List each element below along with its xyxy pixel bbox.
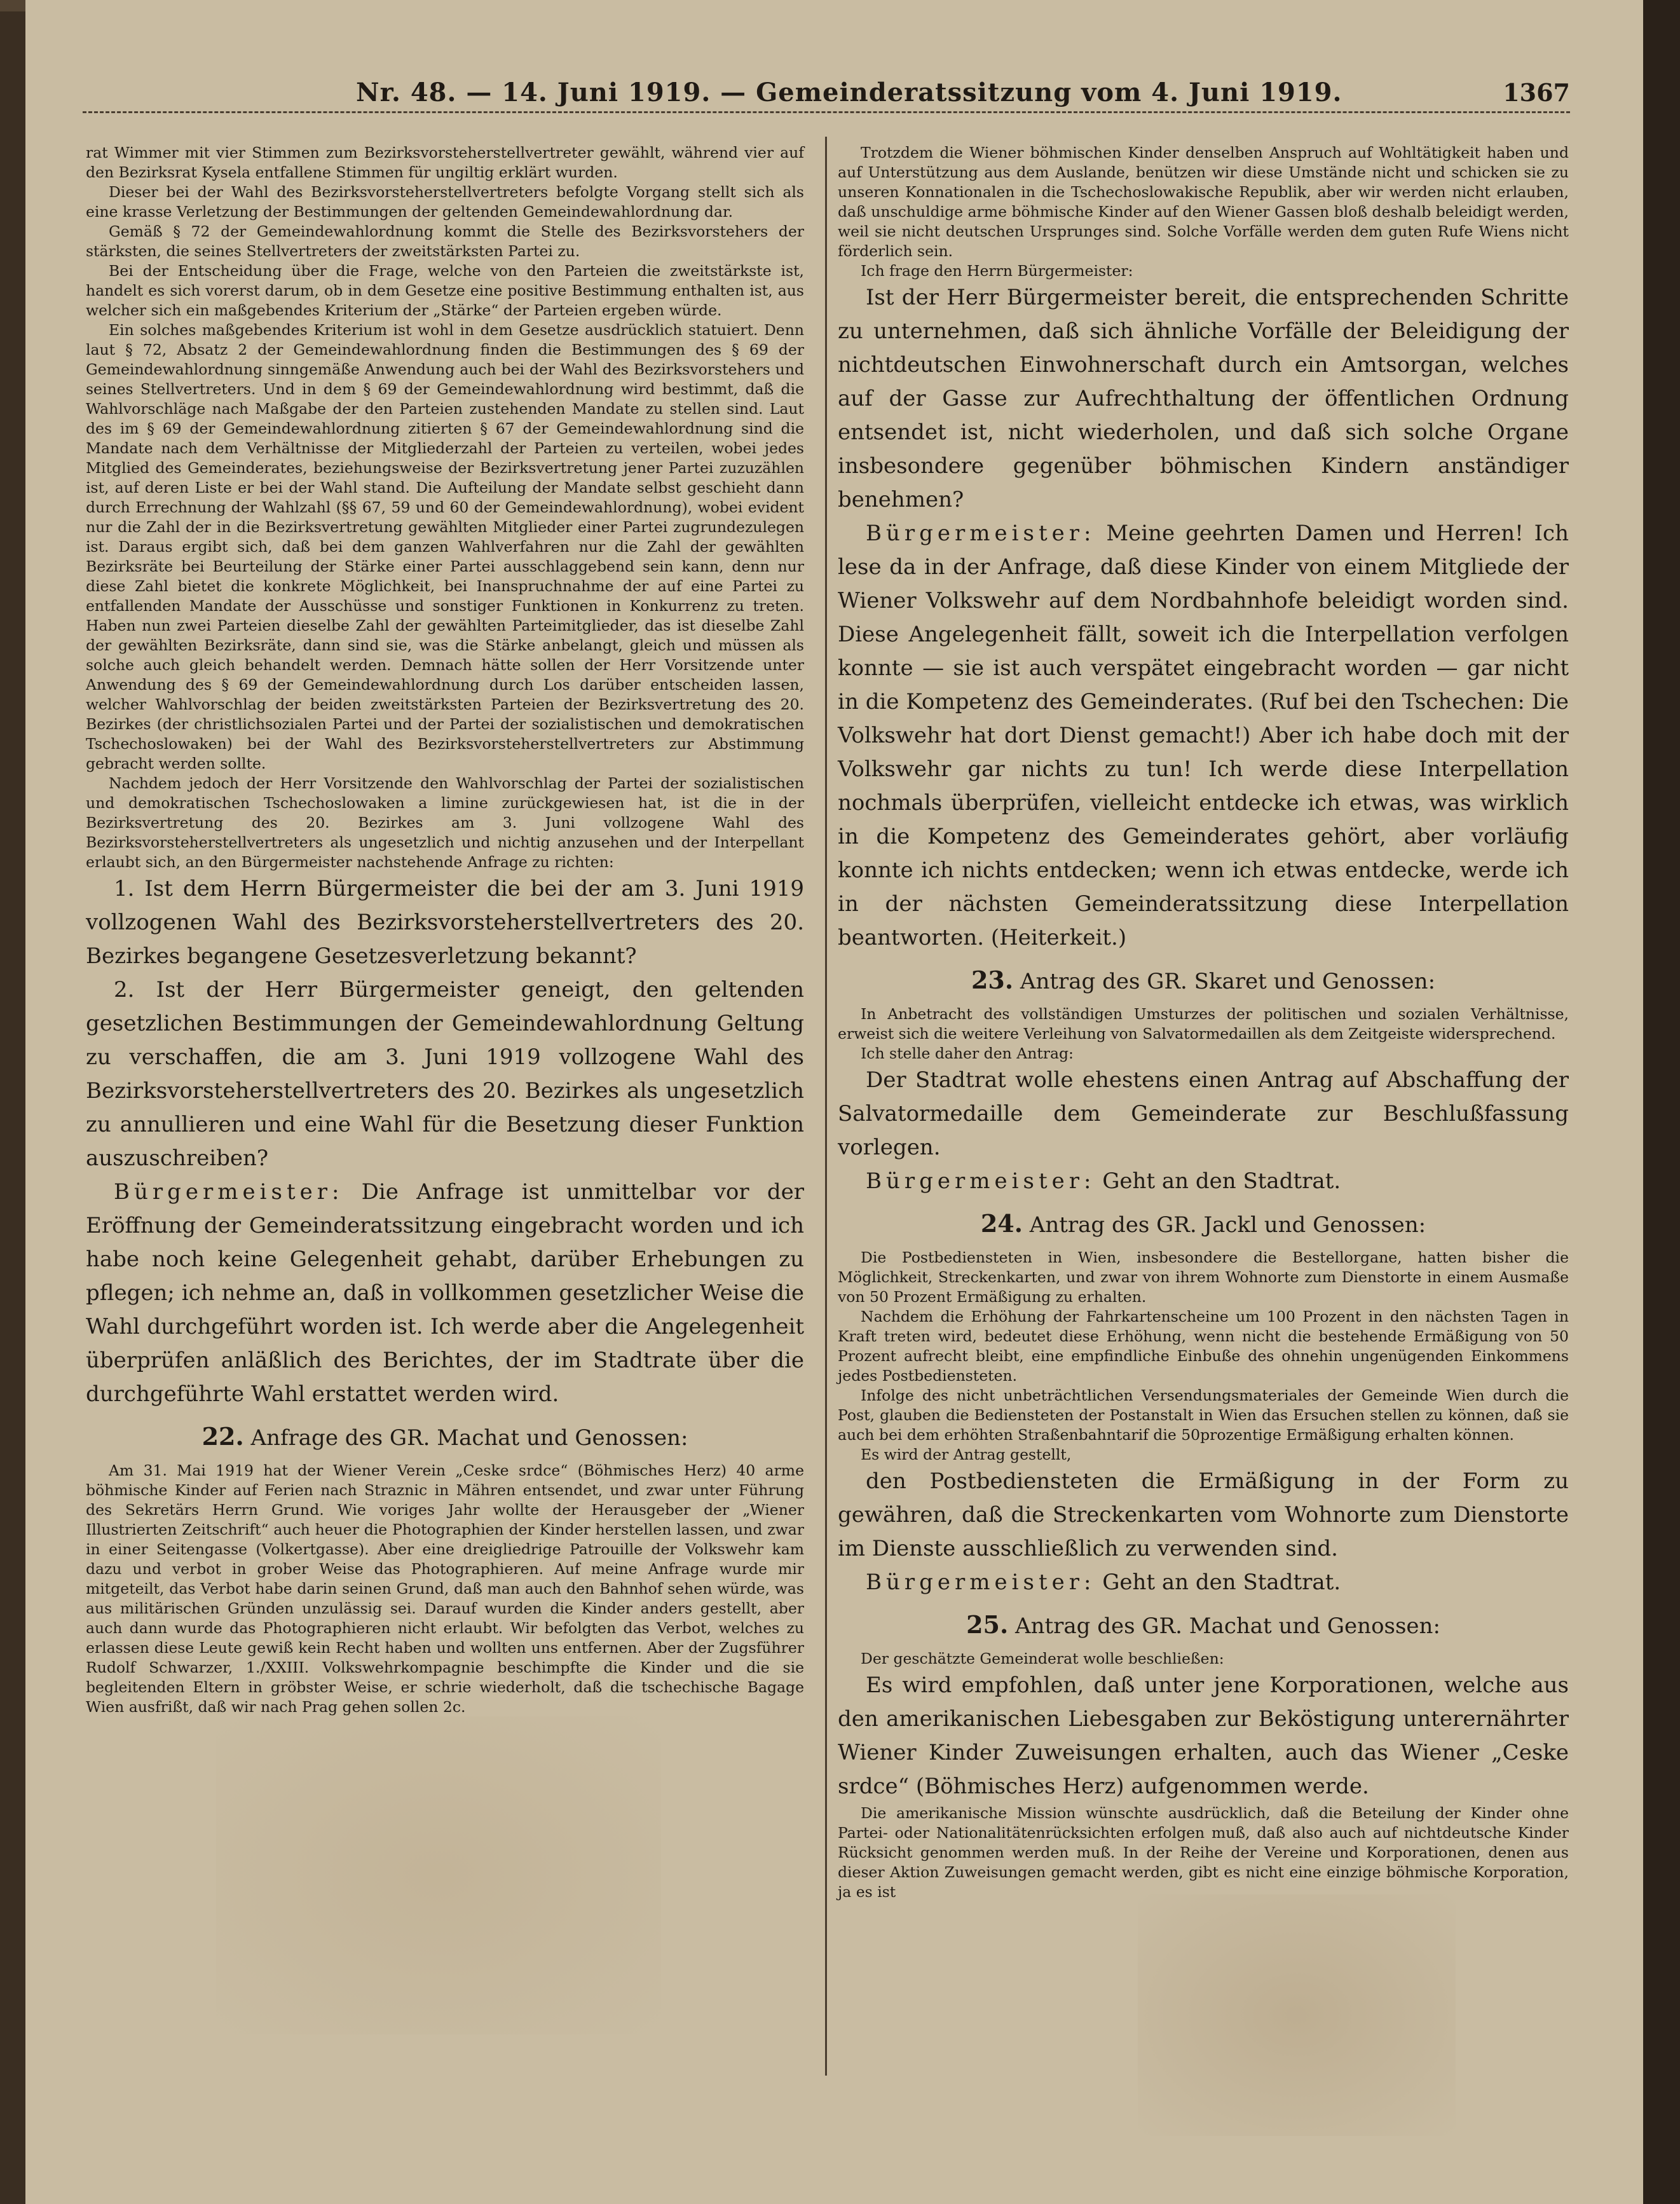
motion-paragraph: Es wird empfohlen, daß unter jene Korporationen, welche aus den amerikanischen Liebesgaben zur Beköstigung unterernährter Wiener Kinder Zuweisungen erhalten, auch das Wiener „Ceske srdce“ (Böhmisches Herz) aufgenommen werde. [838,1673,1569,1799]
section-number: 22. [201,1422,244,1451]
speaker-label: Bürgermeister: [866,521,1096,546]
speech-paragraph [838,517,1569,955]
page-number: 1367 [1503,78,1570,107]
body-paragraph: rat Wimmer mit vier Stimmen zum Bezirksvorsteherstellvertreter gewählt, während vier auf den Bezirksrat Kysela entfallene Stimmen für ungiltig erklärt wurden. [86,144,804,181]
body-paragraph: Gemäß § 72 der Gemeindewahlordnung kommt die Stelle des Bezirksvorstehers der stärksten, die seines Stellvertreters der zweitstärksten Partei zu. [86,222,804,260]
scan-right-edge [1643,0,1680,2204]
speech-text: Meine geehrten Damen und Herren! Ich lese da in der Anfrage, daß diese Kinder von einem Mitgliede der Wiener Volkswehr auf dem Nordbahnhofe beleidigt worden sind. Diese Angelegenheit fällt, soweit ich die Interpellation verfolgen konnte — sie ist auch verspätet eingebracht worden — gar nicht in die Kompetenz des Gemeinderates. (Ruf bei den Tschechen: Die Volkswehr hat dort Dienst gemacht!) Aber ich habe doch mit der Volkswehr gar nichts zu tun! Ich werde diese Interpellation nochmals überprüfen, vielleicht entdecke ich etwas, was wirklich in die Kompetenz des Gemeinderates gehört, aber vorläufig konnte ich nichts entdecken; wenn ich etwas entdecke, werde ich in der nächsten Gemeinderatssitzung diese Interpellation beantworten. (Heiterkeit.) [838,521,1569,950]
body-paragraph: Nachdem die Erhöhung der Fahrkartenscheine um 100 Prozent in den nächsten Tagen in Kraft treten wird, bedeutet diese Erhöhung, wenn nicht die bestehende Ermäßigung von 50 Prozent aufrecht bleibt, eine empfindliche Einbuße des ohnehin ungenügenden Einkommens jedes Postbediensteten. [838,1308,1569,1385]
paper-stain [1138,1894,1456,2136]
section-heading [838,964,1569,998]
body-paragraph: Der geschätzte Gemeinderat wolle beschließen: [861,1650,1224,1667]
speech-paragraph [86,1175,804,1411]
header-rule [83,111,1570,113]
body-paragraph: Ich frage den Herrn Bürgermeister: [861,262,1133,280]
body-paragraph: Nachdem jedoch der Herr Vorsitzende den Wahlvorschlag der Partei der sozialistischen und demokratischen Tschechoslowaken a limine zurückgewiesen hat, ist die in der Bezirksvertretung des 20. Bezirkes am 3. Juni vollzogene Wahl des Bezirksvorsteherstellvertreters als ungesetzlich und nichtig anzusehen und der Interpellant erlaubt sich, an den Bürgermeister nachstehende Anfrage zu richten: [86,774,804,871]
motion-paragraph: Der Stadtrat wolle ehestens einen Antrag auf Abschaffung der Salvatormedaille dem Gemeinderate zur Beschlußfassung vorlegen. [838,1067,1569,1160]
running-title: Nr. 48. — 14. Juni 1919. — Gemeinderatssitzung vom 4. Juni 1919. [356,77,1342,107]
body-paragraph: Bei der Entscheidung über die Frage, welche von den Parteien die zweitstärkste ist, handelt es sich vorerst darum, ob in dem Gesetze eine positive Bestimmung enthalten ist, aus welcher sich ein maßgebendes Kriterium der „Stärke“ der Parteien ergeben würde. [86,262,804,319]
body-paragraph: Infolge des nicht unbeträchtlichen Versendungsmateriales der Gemeinde Wien durch die Post, glauben die Bediensteten der Postanstalt in Wien das Ersuchen stellen zu können, daß sie auch bei dem erhöhten Straßenbahntarif die 50prozentige Ermäßigung erhalten können. [838,1386,1569,1444]
speaker-label: Bürgermeister: [866,1570,1096,1595]
speaker-label: Bürgermeister: [114,1179,344,1205]
body-paragraph: Es wird der Antrag gestellt, [861,1446,1072,1463]
section-number: 23. [971,966,1014,994]
section-heading [86,1420,804,1455]
motion-paragraph: 2. Ist der Herr Bürgermeister geneigt, den geltenden gesetzlichen Bestimmungen der Gemeindewahlordnung Geltung zu verschaffen, die am 3. Juni 1919 vollzogene Wahl des Bezirksvorsteherstellvertreters des 20. Bezirkes als ungesetzlich zu annullieren und eine Wahl für die Besetzung dieser Funktion auszuschreiben? [86,977,804,1171]
body-paragraph: In Anbetracht des vollständigen Umsturzes der politischen und sozialen Verhältnisse, erweist sich die weitere Verleihung von Salvatormedaillen als dem Zeitgeiste widersprechend. [838,1005,1569,1043]
paper-stain [216,1716,661,2034]
section-title: Antrag des GR. Machat und Genossen: [1008,1613,1440,1639]
body-paragraph: Trotzdem die Wiener böhmischen Kinder denselben Anspruch auf Wohltätigkeit haben und auf Unterstützung aus dem Auslande, benützen wir diese Umstände nicht und schicken sie zu unseren Konnationalen in die Tschechoslowakische Republik, aber wir werden nicht erlauben, daß unschuldige arme böhmische Kinder auf den Wiener Gassen bloß deshalb beleidigt werden, weil sie nicht deutschen Ursprunges sind. Solche Vorfälle werden dem guten Rufe Wiens nicht förderlich sein. [838,144,1569,260]
speech-text: Die Anfrage ist unmittelbar vor der Eröffnung der Gemeinderatssitzung eingebracht worden und ich habe noch keine Gelegenheit gehabt, darüber Erhebungen zu pflegen; ich nehme an, daß in vollkommen gesetzlicher Weise die Wahl durchgeführt worden ist. Ich werde aber die Angelegenheit überprüfen anläßlich des Berichtes, der im Stadtrate über die durchgeführte Wahl erstattet werden wird. [86,1179,804,1407]
section-heading [838,1608,1569,1643]
body-paragraph: Die Postbediensteten in Wien, insbesondere die Bestellorgane, hatten bisher die Möglichkeit, Streckenkarten, und zwar von ihrem Wohnorte zum Dienstorte in einem Ausmaße von 50 Prozent Ermäßigung zu erhalten. [838,1249,1569,1306]
right-column [838,143,1569,1902]
speech-text: Geht an den Stadtrat. [1095,1168,1341,1194]
section-number: 25. [966,1610,1009,1639]
section-title: Anfrage des GR. Machat und Genossen: [243,1425,688,1451]
motion-paragraph: den Postbediensteten die Ermäßigung in der Form zu gewähren, daß die Streckenkarten vom Wohnorte zum Dienstorte im Dienste ausschließlich zu verwenden sind. [838,1468,1569,1561]
section-title: Antrag des GR. Jackl und Genossen: [1022,1212,1426,1238]
body-paragraph: Ein solches maßgebendes Kriterium ist wohl in dem Gesetze ausdrücklich statuiert. Denn laut § 72, Absatz 2 der Gemeindewahlordnung finden die Bestimmungen des § 69 der Gemeindewahlordnung sinngemäße Anwendung auch bei der Wahl des Bezirksvorstehers und seines Stellvertreters. Und in dem § 69 der Gemeindewahlordnung wird bestimmt, daß die Wahlvorschläge nach Maßgabe der den Parteien zustehenden Mandate zu stellen sind. Laut des im § 69 der Gemeindewahlordnung zitierten § 67 der Gemeindewahlordnung sind die Mandate nach dem Verhältnisse der Mitgliederzahl der Parteien zu verteilen, wobei jedes Mitglied des Gemeinderates, beziehungsweise der Bezirksvertretung jener Partei zuzuzählen ist, auf deren Liste er bei der Wahl stand. Die Aufteilung der Mandate selbst geschieht dann durch Errechnung der Wahlzahl (§§ 67, 59 und 60 der Gemeindewahlordnung), wobei evident nur die Zahl der in die Bezirksvertretung gewählten Mitglieder einer Partei zugrundezulegen ist. Daraus ergibt sich, daß bei dem ganzen Wahlverfahren nur die Zahl der gewählten Bezirksräte bei Beurteilung der Stärke einer Partei ausschlaggebend sein kann, denn nur diese Zahl bietet die konkrete Möglichkeit, bei Inanspruchnahme der auf eine Partei zu entfallenden Mandate der Ausschüsse und sonstiger Funktionen in Konkurrenz zu treten. Haben nun zwei Parteien dieselbe Zahl der gewählten Parteimitglieder, das ist dieselbe Zahl der gewählten Bezirksräte, dann sind sie, was die Stärke anbelangt, gleich und müssen als solche auch gleich behandelt werden. Demnach hätte sollen der Herr Vorsitzende unter Anwendung des § 69 der Gemeindewahlordnung durch Los darüber entscheiden lassen, welcher Wahlvorschlag der beiden zweitstärksten Parteien der Bezirksvertretung des 20. Bezirkes (der christlichsozialen Partei und der Partei der sozialistischen und demokratischen Tschechoslowaken) bei der Wahl des Bezirksvorsteherstellvertreters zur Abstimmung gebracht werden sollte. [86,321,804,772]
left-column [86,143,804,1717]
motion-paragraph: 1. Ist dem Herrn Bürgermeister die bei der am 3. Juni 1919 vollzogenen Wahl des Bezirksvorsteherstellvertreters des 20. Bezirkes begangene Gesetzesverletzung bekannt? [86,876,804,969]
body-paragraph: Dieser bei der Wahl des Bezirksvorsteherstellvertreters befolgte Vorgang stellt sich als eine krasse Verletzung der Bestimmungen der geltenden Gemeindewahlordnung dar. [86,183,804,221]
body-paragraph: Die amerikanische Mission wünschte ausdrücklich, daß die Beteilung der Kinder ohne Partei- oder Nationalitätenrücksichten erfolgen muß, daß also auch auf nichtdeutsche Kinder Rücksicht genommen werden muß. In der Reihe der Vereine und Korporationen, denen aus dieser Aktion Zuweisungen gemacht werden, gibt es nicht eine einzige böhmische Korporation, ja es ist [838,1804,1569,1901]
body-paragraph: Ich stelle daher den Antrag: [861,1044,1074,1062]
column-divider [825,137,827,2076]
speech-text: Geht an den Stadtrat. [1095,1570,1341,1595]
speaker-label: Bürgermeister: [866,1168,1096,1194]
speech-paragraph [838,1165,1569,1198]
section-heading [838,1207,1569,1242]
section-number: 24. [980,1209,1023,1238]
motion-paragraph: Ist der Herr Bürgermeister bereit, die entsprechenden Schritte zu unternehmen, daß sich ähnliche Vorfälle der Beleidigung der nichtdeutschen Einwohnerschaft durch ein Amtsorgan, welches auf der Gasse zur Aufrechthaltung der öffentlichen Ordnung entsendet ist, nicht wiederholen, und daß sich solche Organe insbesondere gegenüber böhmischen Kindern anständiger benehmen? [838,285,1569,512]
body-paragraph: Am 31. Mai 1919 hat der Wiener Verein „Ceske srdce“ (Böhmisches Herz) 40 arme böhmische Kinder auf Ferien nach Straznic in Mähren entsendet, und zwar unter Führung des Sekretärs Herrn Grund. Wie voriges Jahr wollte der Herausgeber der „Wiener Illustrierten Zeitschrift“ auch heuer die Photographien der Kinder herstellen lassen, und zwar in einer Seitengasse (Volkertgasse). Aber eine dreigliedrige Patrouille der Volkswehr kam dazu und verbot in grober Weise das Photographieren. Auf meine Anfrage wurde mir mitgeteilt, das Verbot habe darin seinen Grund, daß man auch den Bahnhof sehen würde, was aus militärischen Gründen unzulässig sei. Darauf wurden die Kinder anders gestellt, aber auch dann wurde das Photographieren nicht erlaubt. Wir befolgten das Verbot, welches zu erlassen diese Leute gewiß kein Recht haben und wollten uns entfernen. Aber der Zugsführer Rudolf Schwarzer, 1./XXIII. Volkswehrkompagnie beschimpfte die Kinder und die sie begleitenden Eltern in gröbster Weise, er schrie wiederholt, daß die tschechische Bagage Wien ausfrißt, daß wir nach Prag gehen sollen 2c. [86,1461,804,1716]
section-title: Antrag des GR. Skaret und Genossen: [1013,969,1436,994]
speech-paragraph [838,1566,1569,1599]
